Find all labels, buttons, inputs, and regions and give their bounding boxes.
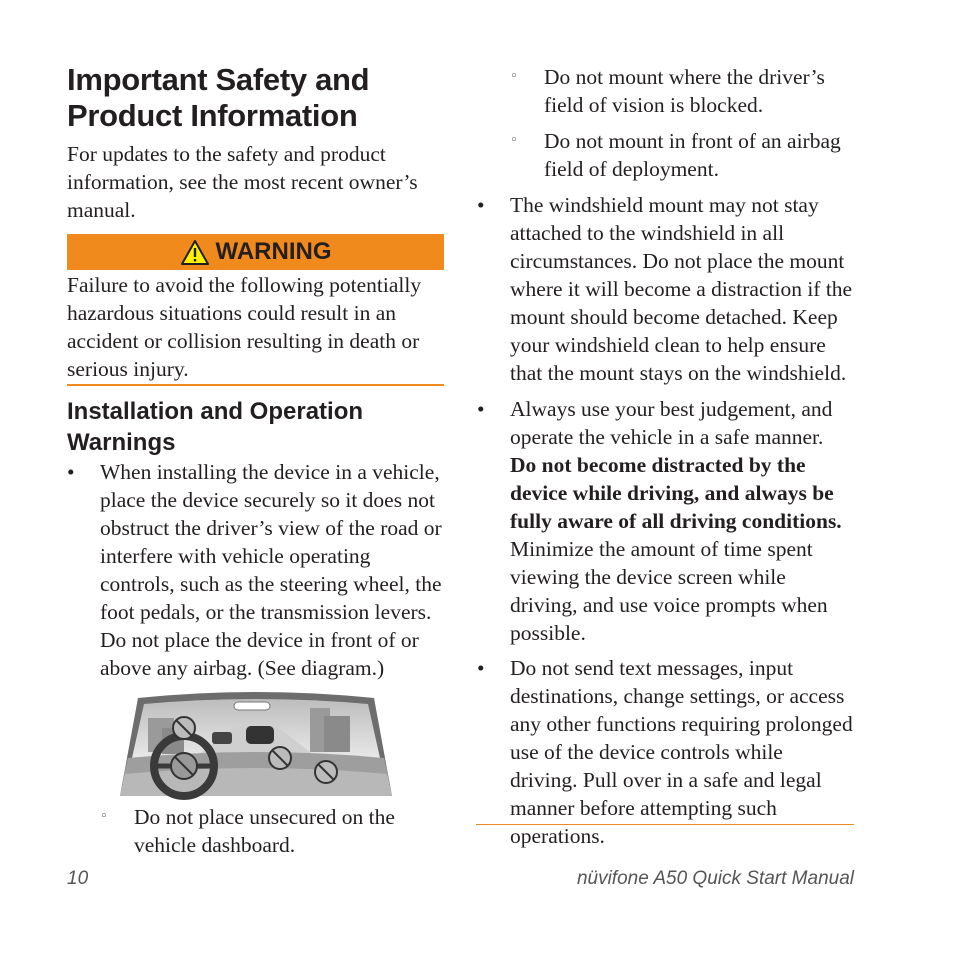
- bullet-mark: •: [477, 193, 485, 217]
- warning-body: Failure to avoid the following potentially hazardous situations could result in an accident or collision resulting in death or serious injury.: [67, 273, 422, 381]
- manual-title: nüvifone A50 Quick Start Manual: [576, 868, 854, 889]
- intro-paragraph: For updates to the safety and product information, see the most recent owner’s manual.: [67, 142, 418, 222]
- list-item-judgement: [477, 395, 854, 647]
- sub-bullet-mark: ◦: [510, 133, 518, 148]
- warning-divider: [67, 384, 444, 386]
- list-item-text: The windshield mount may not stay attached to the windshield in all circumstances. Do not place the mount where it will become a distraction if the mount should become detached. Keep your windshield clean to help ensure that the mount stays on the windshield.: [510, 193, 853, 385]
- sub-item-text: Do not mount where the driver’s field of vision is blocked.: [544, 65, 825, 117]
- list-item-text: [510, 395, 854, 647]
- bullet-mark: •: [67, 460, 75, 484]
- page-title: Important Safety and Product Information: [67, 62, 370, 133]
- right-column-divider: [476, 824, 854, 825]
- sub-item-vision: [510, 63, 840, 119]
- sub-item-text: Do not mount in front of an airbag field of deployment.: [544, 129, 841, 181]
- sub-bullet-mark: ◦: [100, 809, 108, 824]
- airbag-placement-diagram: [118, 688, 394, 800]
- judgement-emphasis: Do not become distracted by the device while driving, and always be fully aware of all driving conditions.: [510, 453, 842, 533]
- bullet-mark: •: [477, 397, 485, 421]
- section-heading: Installation and Operation Warnings: [67, 398, 364, 456]
- list-item-text: Do not send text messages, input destinations, change settings, or access any other functions requiring prolonged use of the device controls while driving. Pull over in a safe and legal manner before attempting such operations.: [510, 656, 853, 848]
- judgement-end: Minimize the amount of time spent viewing the device screen while driving, and use voice prompts when possible.: [510, 537, 828, 645]
- sub-item-dashboard: [100, 803, 400, 859]
- sub-item-text: Do not place unsecured on the vehicle dashboard.: [134, 805, 395, 857]
- page-number: 10: [67, 868, 89, 889]
- list-item-text: When installing the device in a vehicle, place the device securely so it does not obstruct the driver’s view of the road or interfere with vehicle operating controls, such as the steering wheel, the foot pedals, or the transmission levers. Do not place the device in front of or above any airbag. (See diagram.): [100, 460, 442, 680]
- bullet-mark: •: [477, 656, 485, 680]
- judgement-intro: Always use your best judgement, and operate the vehicle in a safe manner.: [510, 397, 833, 449]
- sub-bullet-mark: ◦: [510, 69, 518, 84]
- warning-label: WARNING: [215, 238, 332, 265]
- list-item-texting: [477, 654, 854, 850]
- list-item-windshield: [477, 191, 854, 387]
- warning-triangle-icon: [180, 239, 210, 266]
- list-item-install: [67, 458, 442, 682]
- warning-banner: [67, 234, 444, 270]
- sub-item-airbag: [510, 127, 850, 183]
